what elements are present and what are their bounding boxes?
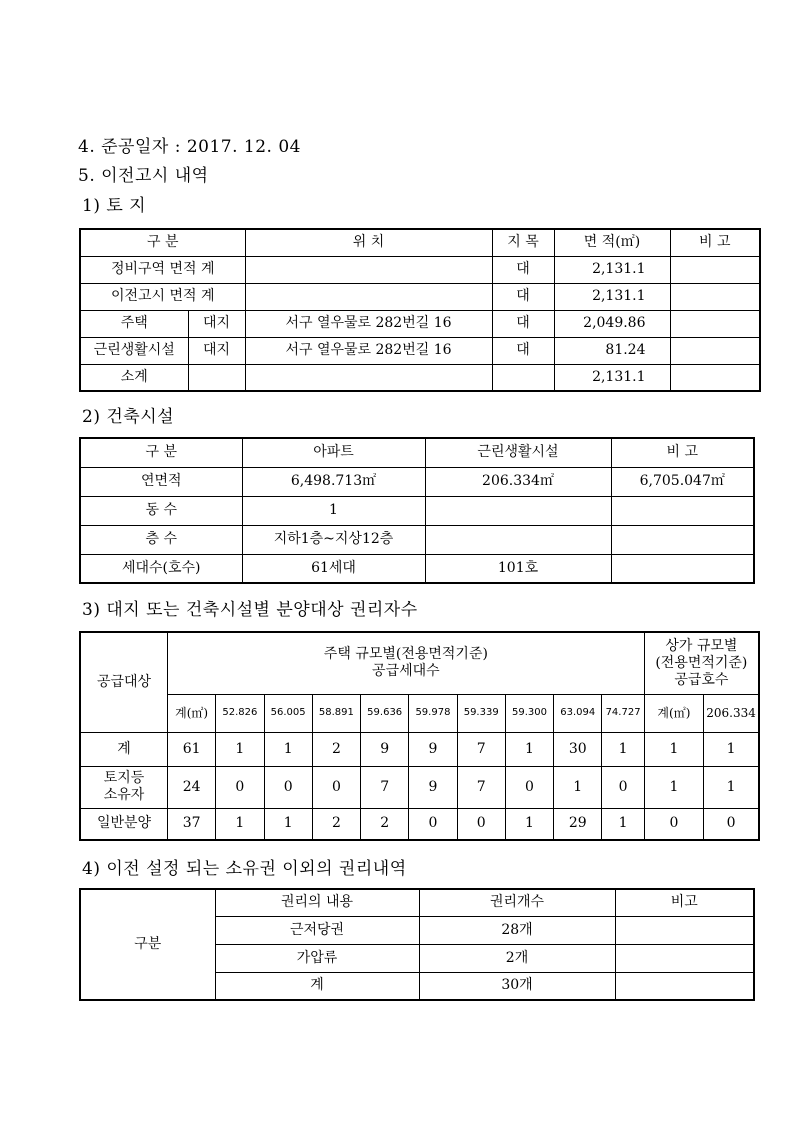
size-col: 59.978 [409, 694, 457, 732]
housing-size-header [167, 632, 644, 694]
other-rights-heading: 4) 이전 설정 되는 소유권 이외의 권리내역 [82, 859, 407, 879]
land-row-category: 대 [492, 337, 554, 364]
building-row-label: 동 수 [80, 496, 242, 525]
retail-size-title: 상가 규모별 [665, 638, 738, 655]
land-header-location: 위 치 [245, 229, 492, 256]
other-rights-table [79, 888, 755, 1001]
building-header-note: 비 고 [611, 438, 754, 467]
building-row-apartment: 1 [242, 496, 425, 525]
building-row-apartment: 6,498.713㎡ [242, 467, 425, 496]
land-row-note [670, 337, 760, 364]
other-rights-count: 28개 [419, 916, 615, 944]
rights-cell: 0 [602, 766, 644, 808]
rights-cell: 0 [264, 766, 312, 808]
rights-cell: 24 [167, 766, 215, 808]
rights-cell: 1 [505, 808, 553, 840]
rights-cell: 1 [216, 808, 264, 840]
size-col: 59.339 [457, 694, 505, 732]
rights-cell: 37 [167, 808, 215, 840]
building-row-note [611, 525, 754, 554]
land-row-label: 정비구역 면적 계 [80, 256, 245, 283]
other-rights-content: 가압류 [215, 944, 419, 972]
building-header-apartment: 아파트 [242, 438, 425, 467]
building-header-retail: 근린생활시설 [425, 438, 611, 467]
retail-size-basis: (전용면적기준) [655, 654, 748, 671]
land-row-sub: 대지 [188, 310, 245, 337]
rights-cell: 9 [361, 732, 409, 766]
rights-cell: 7 [457, 732, 505, 766]
rights-cell: 0 [644, 808, 703, 840]
rights-cell: 1 [644, 732, 703, 766]
land-row-category: 대 [492, 310, 554, 337]
other-rights-note [615, 972, 754, 1000]
transfer-notice-heading: 5. 이전고시 내역 [78, 166, 209, 186]
rights-header-row [80, 632, 759, 694]
rights-cell: 1 [602, 808, 644, 840]
table-row [80, 364, 760, 391]
size-col: 74.727 [602, 694, 644, 732]
land-row-location [245, 364, 492, 391]
rights-cell: 7 [457, 766, 505, 808]
building-row-retail: 206.334㎡ [425, 467, 611, 496]
rights-cell: 2 [312, 732, 360, 766]
other-rights-note [615, 916, 754, 944]
other-rights-count: 30개 [419, 972, 615, 1000]
rights-cell: 1 [644, 766, 703, 808]
building-row-label: 세대수(호수) [80, 554, 242, 583]
rights-cell: 7 [361, 766, 409, 808]
table-row [80, 283, 760, 310]
size-col: 52.826 [216, 694, 264, 732]
rights-row-label: 계 [80, 732, 167, 766]
rights-cell: 1 [264, 808, 312, 840]
rights-cell: 0 [505, 766, 553, 808]
housing-size-subtitle: 공급세대수 [372, 663, 440, 680]
building-row-apartment: 지하1층~지상12층 [242, 525, 425, 554]
size-col-retail: 206.334 [704, 694, 759, 732]
table-row [80, 496, 754, 525]
supply-target-header: 공급대상 [80, 632, 167, 732]
land-heading: 1) 토 지 [82, 196, 147, 216]
building-row-retail [425, 496, 611, 525]
rights-row-label-line: 토지등 [103, 770, 145, 787]
land-header-area: 면 적(㎡) [554, 229, 670, 256]
land-header-category: 구 분 [80, 229, 245, 256]
other-rights-content: 근저당권 [215, 916, 419, 944]
size-col-total: 계(㎡) [167, 694, 215, 732]
rights-cell: 0 [457, 808, 505, 840]
size-col-retail-total: 계(㎡) [644, 694, 703, 732]
land-row-note [670, 364, 760, 391]
rights-cell: 1 [704, 766, 759, 808]
table-row [80, 310, 760, 337]
rights-cell: 29 [554, 808, 602, 840]
building-row-note [611, 554, 754, 583]
table-row [80, 337, 760, 364]
rights-holders-heading: 3) 대지 또는 건축시설별 분양대상 권리자수 [82, 600, 418, 620]
size-col: 59.300 [505, 694, 553, 732]
rights-cell: 1 [505, 732, 553, 766]
land-row-location [245, 256, 492, 283]
rights-cell: 2 [312, 808, 360, 840]
rights-cell: 9 [409, 766, 457, 808]
rights-cell: 0 [312, 766, 360, 808]
land-header-landuse: 지 목 [492, 229, 554, 256]
rights-cell: 30 [554, 732, 602, 766]
building-header-row [80, 438, 754, 467]
other-rights-header-count: 권리개수 [419, 889, 615, 916]
land-row-category: 대 [492, 283, 554, 310]
land-row-category [492, 364, 554, 391]
building-row-retail: 101호 [425, 554, 611, 583]
rights-cell: 1 [554, 766, 602, 808]
land-row-sub: 대지 [188, 337, 245, 364]
land-row-area: 2,131.1 [554, 364, 670, 391]
rights-cell: 9 [409, 732, 457, 766]
other-rights-category: 구분 [80, 889, 215, 1000]
rights-size-columns-row [80, 694, 759, 732]
other-rights-header-row [80, 889, 754, 916]
land-row-area: 81.24 [554, 337, 670, 364]
table-row [80, 732, 759, 766]
rights-holders-table [79, 631, 760, 841]
land-row-area: 2,049.86 [554, 310, 670, 337]
land-row-label: 주택 [80, 310, 188, 337]
land-row-label: 이전고시 면적 계 [80, 283, 245, 310]
size-col: 63.094 [554, 694, 602, 732]
land-header-row [80, 229, 760, 256]
table-row [80, 467, 754, 496]
building-row-note: 6,705.047㎡ [611, 467, 754, 496]
rights-cell: 1 [216, 732, 264, 766]
other-rights-count: 2개 [419, 944, 615, 972]
table-row [80, 554, 754, 583]
rights-cell: 2 [361, 808, 409, 840]
building-row-label: 층 수 [80, 525, 242, 554]
rights-cell: 1 [602, 732, 644, 766]
land-row-location: 서구 열우물로 282번길 16 [245, 337, 492, 364]
building-row-note [611, 496, 754, 525]
rights-cell: 1 [264, 732, 312, 766]
rights-cell: 0 [216, 766, 264, 808]
size-col: 59.636 [361, 694, 409, 732]
land-row-location [245, 283, 492, 310]
completion-date-line: 4. 준공일자 : 2017. 12. 04 [78, 137, 301, 157]
land-row-note [670, 283, 760, 310]
land-row-area: 2,131.1 [554, 256, 670, 283]
other-rights-header-note: 비고 [615, 889, 754, 916]
housing-size-title: 주택 규모별(전용면적기준) [323, 646, 488, 663]
land-header-note: 비 고 [670, 229, 760, 256]
other-rights-header-content: 권리의 내용 [215, 889, 419, 916]
rights-cell: 0 [704, 808, 759, 840]
land-row-label: 소계 [80, 364, 188, 391]
other-rights-content: 계 [215, 972, 419, 1000]
land-row-category: 대 [492, 256, 554, 283]
land-row-note [670, 256, 760, 283]
rights-cell: 0 [409, 808, 457, 840]
building-row-retail [425, 525, 611, 554]
retail-size-header [644, 632, 759, 694]
rights-cell: 1 [704, 732, 759, 766]
land-row-note [670, 310, 760, 337]
building-header-category: 구 분 [80, 438, 242, 467]
rights-row-label-line: 소유자 [103, 787, 145, 803]
size-col: 56.005 [264, 694, 312, 732]
land-row-label: 근린생활시설 [80, 337, 188, 364]
buildings-heading: 2) 건축시설 [82, 407, 175, 427]
retail-size-subtitle: 공급호수 [674, 671, 729, 688]
building-row-label: 연면적 [80, 467, 242, 496]
size-col: 58.891 [312, 694, 360, 732]
table-row [80, 256, 760, 283]
rights-row-label: 일반분양 [80, 808, 167, 840]
rights-row-label [80, 766, 167, 808]
rights-cell: 61 [167, 732, 215, 766]
building-row-apartment: 61세대 [242, 554, 425, 583]
other-rights-note [615, 944, 754, 972]
land-row-sub [188, 364, 245, 391]
land-table [79, 228, 761, 392]
building-table [79, 437, 755, 584]
table-row [80, 525, 754, 554]
land-row-area: 2,131.1 [554, 283, 670, 310]
table-row [80, 766, 759, 808]
land-row-location: 서구 열우물로 282번길 16 [245, 310, 492, 337]
table-row [80, 808, 759, 840]
